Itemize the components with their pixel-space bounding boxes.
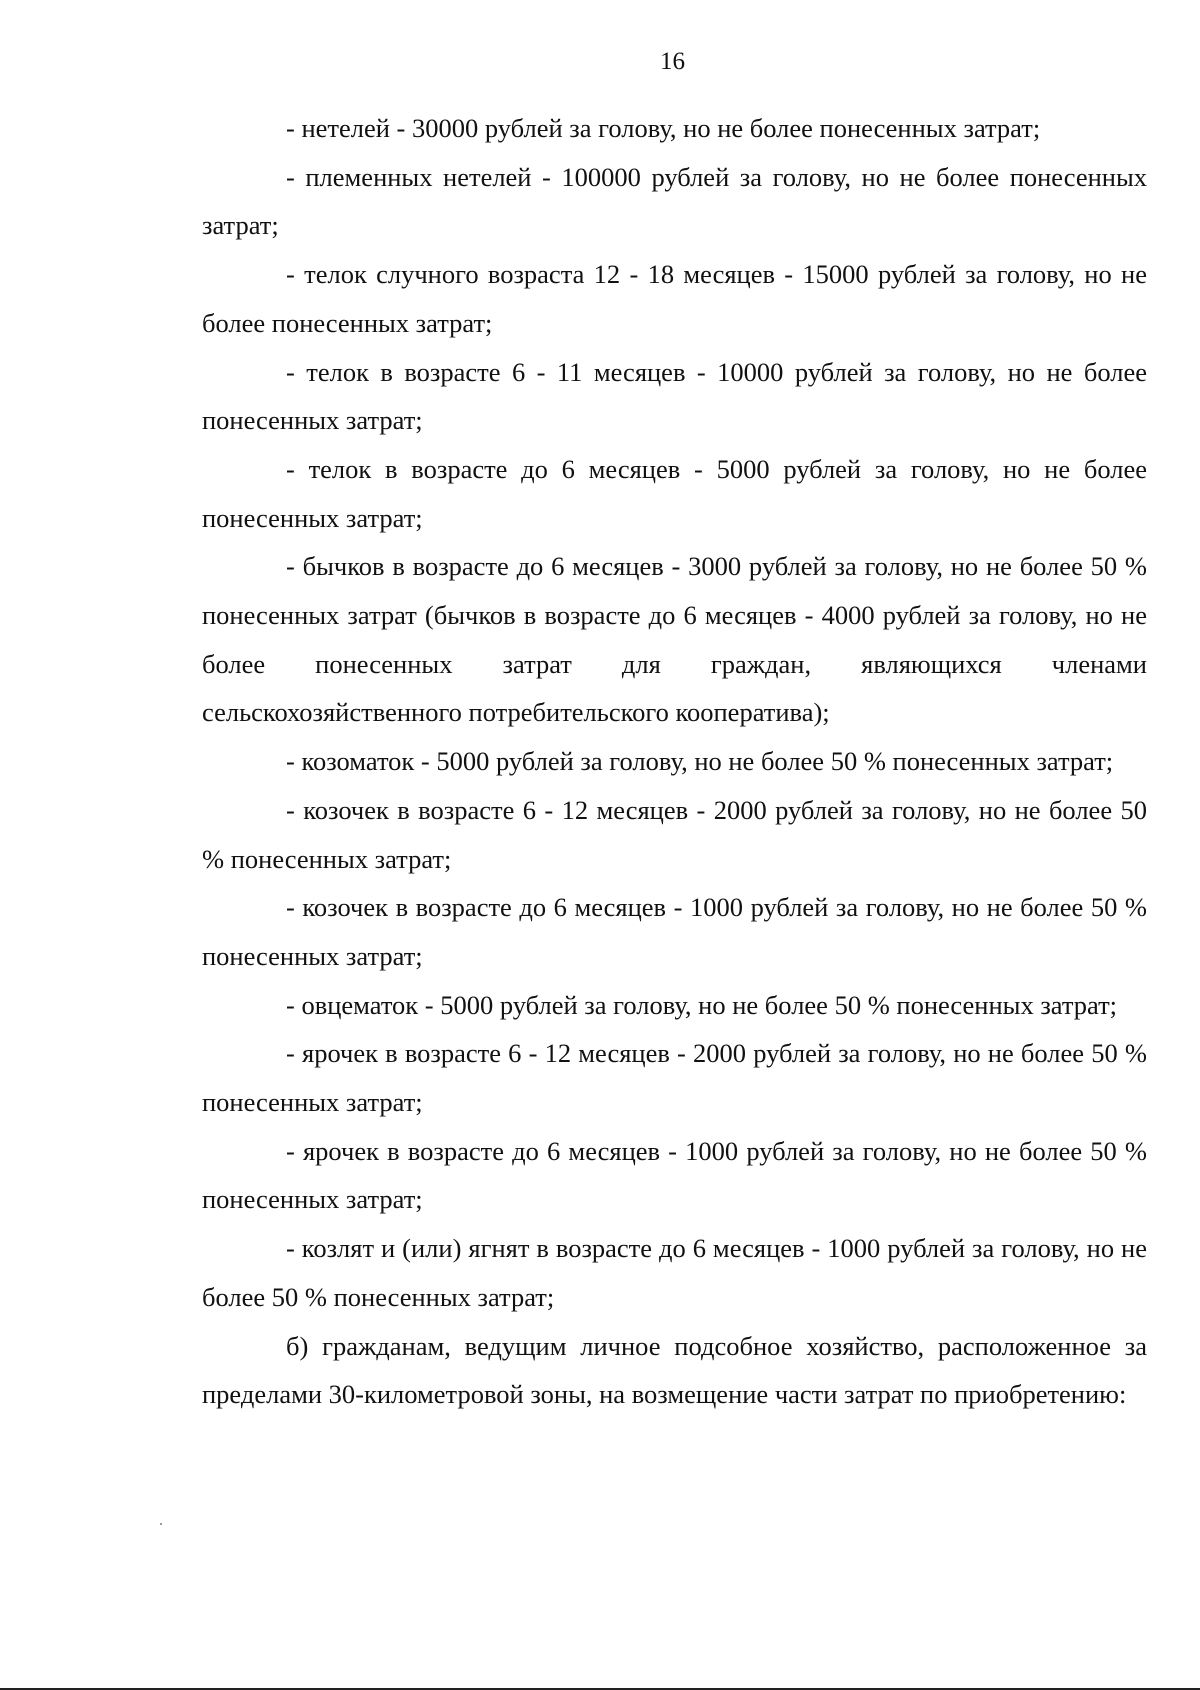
paragraph: - козлят и (или) ягнят в возрасте до 6 месяцев - 1000 рублей за голову, но не более 50 % понесенных затрат; xyxy=(202,1233,1147,1312)
paragraph: - ярочек в возрасте 6 - 12 месяцев - 2000 рублей за голову, но не более 50 % понесенных затрат; xyxy=(202,1038,1147,1118)
document-body xyxy=(202,104,1147,1419)
paragraph: - телок случного возраста 12 - 18 месяцев - 15000 рублей за голову, но не более понесенных затрат; xyxy=(202,259,1147,338)
paragraph: - нетелей - 30000 рублей за голову, но не более понесенных затрат; xyxy=(286,113,1041,143)
paragraph: б) гражданам, ведущим личное подсобное хозяйство, расположенное за пределами 30-километровой зоны, на возмещение части затрат по приобретению: xyxy=(202,1330,1147,1410)
paragraph: - бычков в возрасте до 6 месяцев - 3000 рублей за голову, но не более 50 % понесенных затрат (бычков в возрасте до 6 месяцев - 4000 рублей за голову, но не более понесенных затрат для граждан, являющихся членами сельскохозяйственного потребительского кооператива); xyxy=(202,551,1147,728)
scan-speck xyxy=(160,1523,162,1525)
paragraph: - овцематок - 5000 рублей за голову, но не более 50 % понесенных затрат; xyxy=(286,989,1118,1020)
paragraph: - телок в возрасте 6 - 11 месяцев - 10000 рублей за голову, но не более понесенных затрат; xyxy=(202,356,1147,436)
paragraph: - телок в возрасте до 6 месяцев - 5000 рублей за голову, но не более понесенных затрат; xyxy=(202,453,1147,533)
paragraph: - козоматок - 5000 рублей за голову, но не более 50 % понесенных затрат; xyxy=(286,746,1114,777)
page-number: 16 xyxy=(660,48,685,75)
paragraph: - племенных нетелей - 100000 рублей за голову, но не более понесенных затрат; xyxy=(202,161,1147,241)
paragraph: - козочек в возрасте до 6 месяцев - 1000 рублей за голову, но не более 50 % понесенных затрат; xyxy=(202,892,1147,971)
paragraph: - ярочек в возрасте до 6 месяцев - 1000 рублей за голову, но не более 50 % понесенных затрат; xyxy=(202,1135,1147,1215)
paragraph: - козочек в возрасте 6 - 12 месяцев - 2000 рублей за голову, но не более 50 % понесенных затрат; xyxy=(202,794,1147,874)
